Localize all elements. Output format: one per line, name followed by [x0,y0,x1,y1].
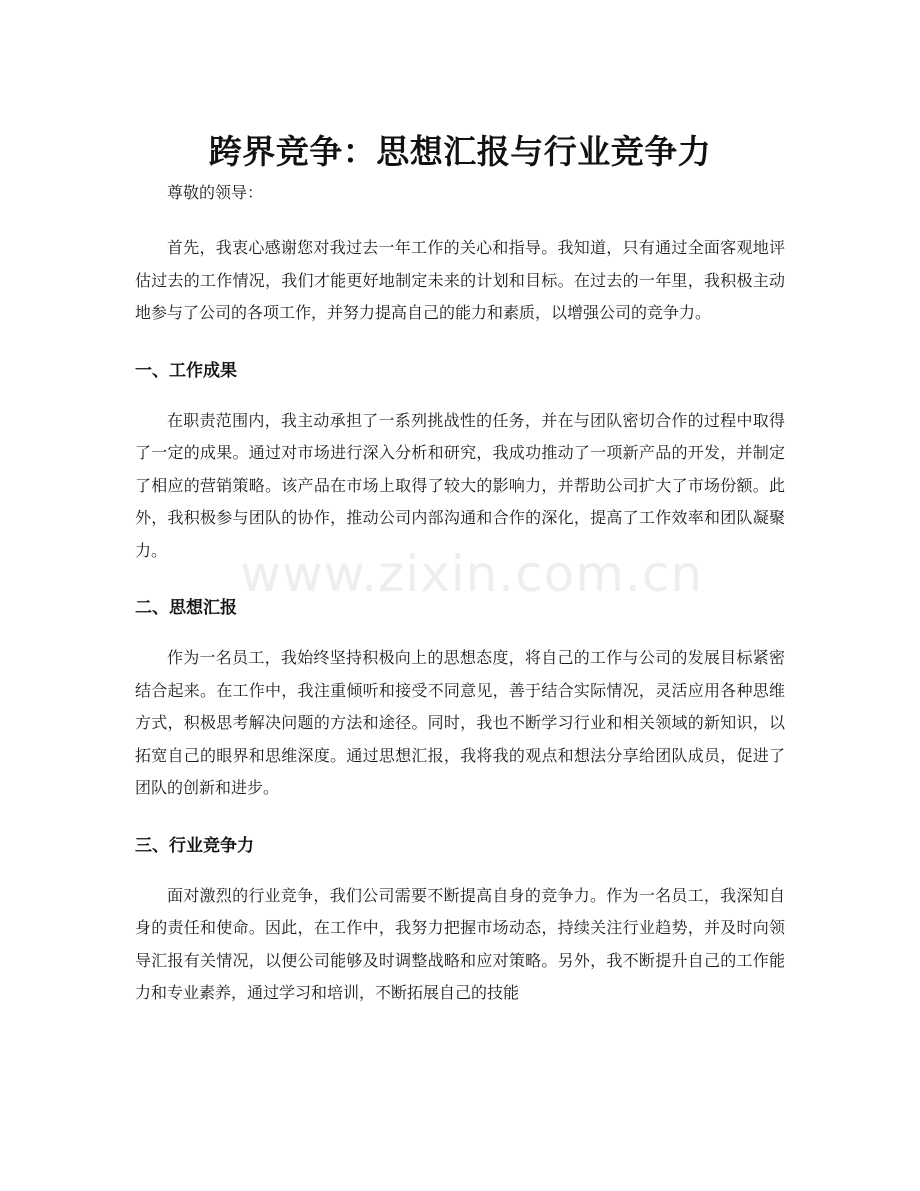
section-heading-work-results: 一、工作成果 [135,360,237,381]
section-paragraph-thought-report: 作为一名员工，我始终坚持积极向上的思想态度，将自己的工作与公司的发展目标紧密结合起来。在工作中，我注重倾听和接受不同意见，善于结合实际情况，灵活应用各种思维方式，积极思考解决问题的方法和途径。同时，我也不断学习行业和相关领域的新知识，以拓宽自己的眼界和思维深度。通过思想汇报，我将我的观点和想法分享给团队成员，促进了团队的创新和进步。 [135,648,785,797]
section-work-results [135,357,785,568]
watermark: www.zixin.com.cn [240,545,704,603]
intro-paragraph: 首先，我衷心感谢您对我过去一年工作的关心和指导。我知道，只有通过全面客观地评估过去的工作情况，我们才能更好地制定未来的计划和目标。在过去的一年里，我积极主动地参与了公司的各项工作，并努力提高自己的能力和素质，以增强公司的竞争力。 [135,238,785,322]
document-title: 跨界竞争：思想汇报与行业竞争力 [208,132,712,172]
section-thought-report [135,594,785,805]
section-paragraph-industry-competitiveness: 面对激烈的行业竞争，我们公司需要不断提高自身的竞争力。作为一名员工，我深知自身的责任和使命。因此，在工作中，我努力把握市场动态，持续关注行业趋势，并及时向领导汇报有关情况，以便公司能够及时调整战略和应对策略。另外，我不断提升自己的工作能力和专业素养，通过学习和培训，不断拓展自己的技能 [135,885,785,1002]
section-heading-industry-competitiveness: 三、行业竞争力 [135,835,254,856]
section-heading-thought-report: 二、思想汇报 [135,598,237,618]
document-body [135,180,785,1010]
salutation: 尊敬的领导： [167,183,264,202]
section-paragraph-work-results: 在职责范围内，我主动承担了一系列挑战性的任务，并在与团队密切合作的过程中取得了一定的成果。通过对市场进行深入分析和研究，我成功推动了一项新产品的开发，并制定了相应的营销策略。该产品在市场上取得了较大的影响力，并帮助公司扩大了市场份额。此外，我积极参与团队的协作，推动公司内部沟通和合作的深化，提高了工作效率和团队凝聚力。 [135,410,785,560]
section-industry-competitiveness [135,832,785,1010]
